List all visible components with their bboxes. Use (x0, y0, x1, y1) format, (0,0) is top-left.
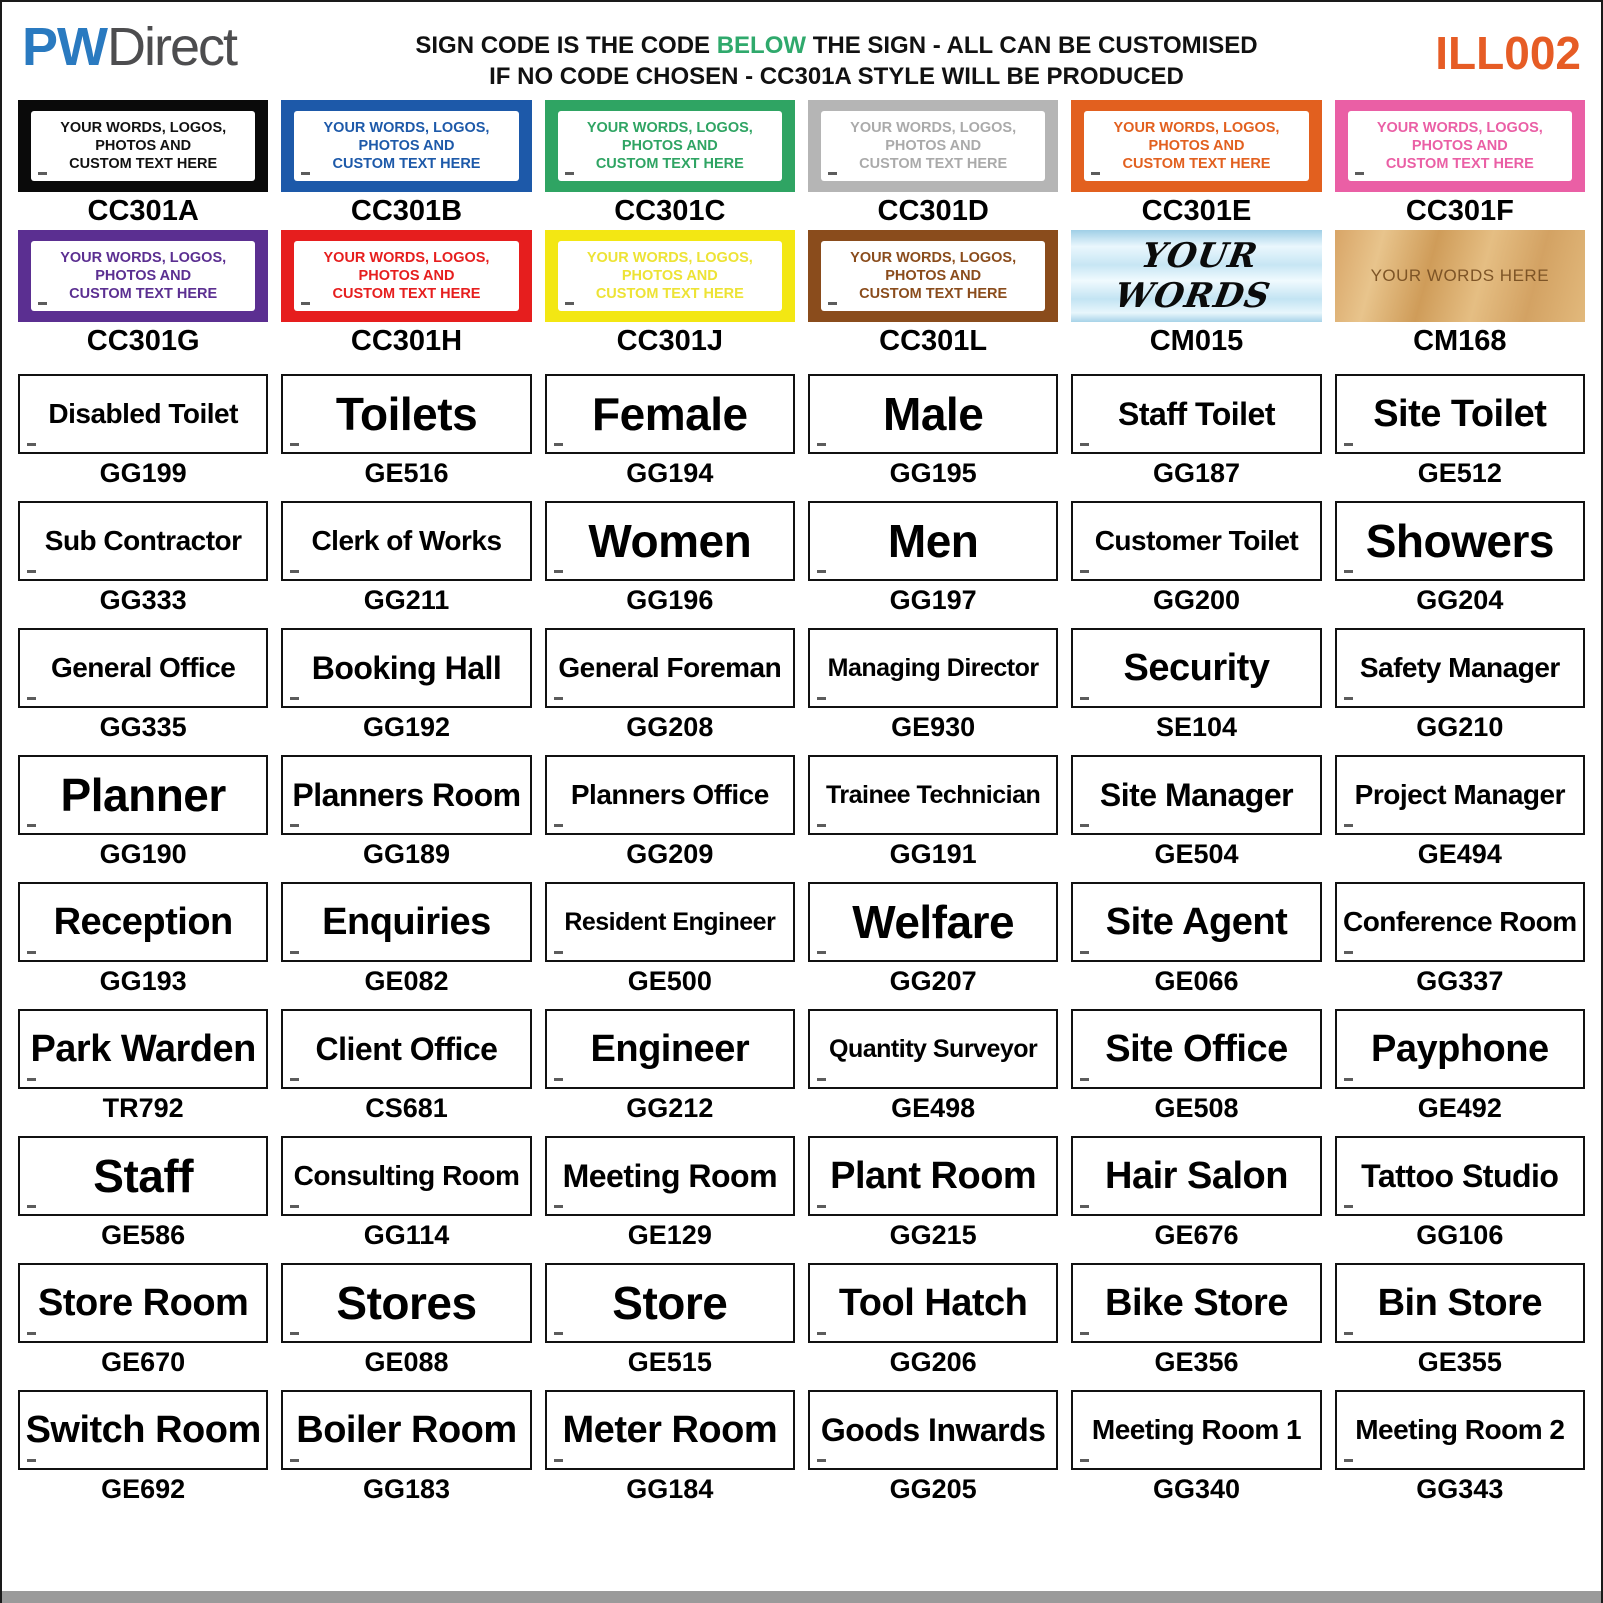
instruction-line-1 (352, 30, 1321, 61)
color-sample-code: CC301B (350, 195, 463, 227)
sign-face: Women (545, 501, 795, 581)
sign-code: GE082 (364, 966, 449, 996)
sign-face: Plant Room (808, 1136, 1058, 1216)
color-sample-sign (808, 230, 1058, 322)
sign-tile (545, 882, 795, 997)
logo-direct-text: Direct (107, 17, 237, 77)
sign-face: Engineer (545, 1009, 795, 1089)
page-header (16, 10, 1587, 96)
sign-face: Consulting Room (281, 1136, 531, 1216)
sign-face: Booking Hall (281, 628, 531, 708)
sign-tile (18, 755, 268, 870)
color-sample-sign (18, 100, 268, 192)
sign-code: GG337 (1416, 966, 1504, 996)
sign-tile (1335, 882, 1585, 997)
sign-code: CS681 (365, 1093, 448, 1123)
custom-text-panel: YOUR WORDS, LOGOS, PHOTOS AND CUSTOM TEXT HERE (821, 111, 1045, 181)
color-sample-code: CC301L (879, 325, 988, 357)
sign-code: GG200 (1152, 585, 1241, 615)
sign-code: GE676 (1154, 1220, 1239, 1250)
sign-face: Quantity Surveyor (808, 1009, 1058, 1089)
color-sample-sign (1335, 230, 1585, 322)
sign-tile (1335, 1136, 1585, 1251)
sign-code: GG209 (626, 839, 714, 869)
sign-tile (1335, 1263, 1585, 1378)
sign-tile (281, 1263, 531, 1378)
instruction-text (352, 16, 1321, 92)
sign-face: Switch Room (18, 1390, 268, 1470)
sign-face: Sub Contractor (18, 501, 268, 581)
sign-code: GG208 (626, 712, 714, 742)
sign-face: Stores (281, 1263, 531, 1343)
colour-style-samples (16, 96, 1587, 364)
sign-code: GE356 (1154, 1347, 1239, 1377)
color-sample (18, 100, 268, 228)
color-sample (281, 100, 531, 228)
sign-tile (1335, 628, 1585, 743)
sign-face: Safety Manager (1335, 628, 1585, 708)
logo-pw-text: PW (22, 17, 107, 77)
color-sample-sign (545, 100, 795, 192)
sign-face: Site Agent (1071, 882, 1321, 962)
custom-text-panel: YOUR WORDS, LOGOS, PHOTOS AND CUSTOM TEXT HERE (294, 111, 518, 181)
color-sample-code: CM168 (1413, 325, 1507, 357)
sign-code: GG210 (1416, 712, 1504, 742)
sign-tile (545, 1390, 795, 1505)
sign-code: GG190 (99, 839, 187, 869)
sign-face: Staff Toilet (1071, 374, 1321, 454)
custom-text-panel: YOUR WORDS HERE (1370, 266, 1550, 285)
sign-face: Meter Room (545, 1390, 795, 1470)
sign-face: Goods Inwards (808, 1390, 1058, 1470)
sign-code: GG114 (363, 1220, 450, 1250)
color-sample-code: CC301F (1405, 195, 1514, 227)
sign-code: GG333 (99, 585, 187, 615)
sign-code: GG211 (363, 585, 450, 615)
sign-tile (18, 1136, 268, 1251)
sign-tile (808, 1136, 1058, 1251)
color-sample-sign (1335, 100, 1585, 192)
custom-text-panel: YOUR WORDS, LOGOS, PHOTOS AND CUSTOM TEXT HERE (1348, 111, 1572, 181)
sign-code: GE508 (1154, 1093, 1239, 1123)
sign-tile (1071, 1390, 1321, 1505)
sign-tile (1071, 1263, 1321, 1378)
sign-tile (808, 1009, 1058, 1124)
sign-face: Male (808, 374, 1058, 454)
sign-tile (808, 755, 1058, 870)
color-sample-code: CC301C (614, 195, 726, 227)
sign-face: Welfare (808, 882, 1058, 962)
sign-tile (545, 1009, 795, 1124)
sign-tile (545, 374, 795, 489)
custom-text-panel: YOUR WORDS, LOGOS, PHOTOS AND CUSTOM TEXT HERE (821, 241, 1045, 311)
sign-face: Boiler Room (281, 1390, 531, 1470)
sign-tile (281, 374, 531, 489)
color-sample (808, 230, 1058, 358)
sign-face: Meeting Room (545, 1136, 795, 1216)
sign-tile (1335, 374, 1585, 489)
sign-face: Bin Store (1335, 1263, 1585, 1343)
sign-tile (281, 1009, 531, 1124)
sign-tile (18, 628, 268, 743)
sign-code: GE692 (101, 1474, 186, 1504)
sign-face: Resident Engineer (545, 882, 795, 962)
sign-face: Showers (1335, 501, 1585, 581)
sign-tile (1071, 501, 1321, 616)
sheet-code: ILL002 (1435, 27, 1581, 79)
sign-face: Store (545, 1263, 795, 1343)
sign-tile (545, 501, 795, 616)
sign-face: Security (1071, 628, 1321, 708)
sign-tile (18, 1009, 268, 1124)
sign-face: Staff (18, 1136, 268, 1216)
instruction-line1-after: THE SIGN - ALL CAN BE CUSTOMISED (806, 32, 1258, 59)
sign-code: GG184 (626, 1474, 714, 1504)
sign-tile (18, 882, 268, 997)
sign-code: GE498 (891, 1093, 976, 1123)
sign-face: Store Room (18, 1263, 268, 1343)
sign-code: GG207 (889, 966, 977, 996)
color-sample (281, 230, 531, 358)
sign-code: GG189 (362, 839, 451, 869)
color-sample (545, 230, 795, 358)
color-sample (1335, 230, 1585, 358)
sign-code: GE066 (1154, 966, 1239, 996)
sign-face: Reception (18, 882, 268, 962)
instruction-line1-before: SIGN CODE IS THE CODE (415, 32, 717, 59)
sign-code: GG335 (99, 712, 187, 742)
sign-tile (545, 1136, 795, 1251)
instruction-line-2: IF NO CODE CHOSEN - CC301A STYLE WILL BE PRODUCED (489, 63, 1184, 90)
sign-code: GG192 (362, 712, 451, 742)
sign-face: Site Office (1071, 1009, 1321, 1089)
sign-face: Meeting Room 2 (1335, 1390, 1585, 1470)
sign-face: Clerk of Works (281, 501, 531, 581)
color-sample-code: CC301J (616, 325, 724, 357)
sign-code: GG194 (626, 458, 714, 488)
sign-tile (808, 374, 1058, 489)
color-sample (545, 100, 795, 228)
sign-tile (545, 628, 795, 743)
sign-code: GG199 (99, 458, 187, 488)
color-sample-sign (808, 100, 1058, 192)
sign-code: GE586 (101, 1220, 186, 1250)
sign-code: GE515 (627, 1347, 712, 1377)
sign-code: TR792 (102, 1093, 184, 1123)
sign-tile (1071, 1136, 1321, 1251)
sign-tile (1335, 1390, 1585, 1505)
sign-tile (1071, 882, 1321, 997)
sign-face: General Office (18, 628, 268, 708)
sign-tile (545, 755, 795, 870)
custom-text-panel: YOUR WORDS, LOGOS, PHOTOS AND CUSTOM TEXT HERE (558, 111, 782, 181)
sign-tile (1071, 374, 1321, 489)
sign-tile (281, 1136, 531, 1251)
sign-code: GG183 (362, 1474, 451, 1504)
sign-code: GG215 (889, 1220, 977, 1250)
sign-grid (16, 364, 1587, 1505)
sign-face: Planners Room (281, 755, 531, 835)
sign-face: Planners Office (545, 755, 795, 835)
sign-code: GG212 (626, 1093, 714, 1123)
color-sample-sign (281, 230, 531, 322)
sign-code: GE088 (364, 1347, 449, 1377)
sign-face: Site Toilet (1335, 374, 1585, 454)
custom-text-panel: YOUR WORDS, LOGOS, PHOTOS AND CUSTOM TEXT HERE (31, 241, 255, 311)
color-sample (1335, 100, 1585, 228)
sign-tile (1071, 1009, 1321, 1124)
color-sample-sign (18, 230, 268, 322)
color-sample-code: CC301E (1141, 195, 1252, 227)
color-sample (1071, 100, 1321, 228)
sign-tile (281, 501, 531, 616)
color-sample (1071, 230, 1321, 358)
sign-face: Tattoo Studio (1335, 1136, 1585, 1216)
sign-face: Customer Toilet (1071, 501, 1321, 581)
sign-tile (808, 501, 1058, 616)
sign-tile (545, 1263, 795, 1378)
custom-text-panel: YOUR WORDS, LOGOS, PHOTOS AND CUSTOM TEXT HERE (1084, 111, 1308, 181)
sign-face: Toilets (281, 374, 531, 454)
sign-tile (281, 628, 531, 743)
sign-face: Managing Director (808, 628, 1058, 708)
sign-face: Men (808, 501, 1058, 581)
color-sample-code: CC301A (87, 195, 199, 227)
instruction-highlight-below: BELOW (716, 32, 807, 59)
sign-code: GG205 (889, 1474, 977, 1504)
custom-text-panel: YOUR WORDS, LOGOS, PHOTOS AND CUSTOM TEXT HERE (558, 241, 782, 311)
sign-code: GG106 (1416, 1220, 1504, 1250)
sign-code: GG191 (889, 839, 977, 869)
sign-code: GG206 (889, 1347, 977, 1377)
custom-text-panel: YOUR WORDS, LOGOS, PHOTOS AND CUSTOM TEXT HERE (31, 111, 255, 181)
sign-tile (1071, 755, 1321, 870)
sign-code: GE500 (627, 966, 712, 996)
sign-code: GE504 (1154, 839, 1239, 869)
sign-face: Bike Store (1071, 1263, 1321, 1343)
sign-tile (808, 1390, 1058, 1505)
sign-tile (18, 501, 268, 616)
sign-code: GG340 (1152, 1474, 1241, 1504)
sign-face: Tool Hatch (808, 1263, 1058, 1343)
color-sample-code: CC301H (350, 325, 463, 357)
sign-code: GG204 (1416, 585, 1504, 615)
pwdirect-logo (22, 16, 352, 78)
page-edge (2, 1591, 1601, 1603)
sign-face: Client Office (281, 1009, 531, 1089)
sign-tile (18, 1390, 268, 1505)
sign-tile (808, 882, 1058, 997)
sign-tile (18, 374, 268, 489)
sign-code: GG187 (1152, 458, 1241, 488)
sign-face: Planner (18, 755, 268, 835)
color-sample-code: CC301G (86, 325, 200, 357)
sign-face: Trainee Technician (808, 755, 1058, 835)
sign-face: Site Manager (1071, 755, 1321, 835)
sign-tile (281, 1390, 531, 1505)
sign-code: GE516 (364, 458, 449, 488)
custom-text-panel: YOUR WORDS (1111, 236, 1275, 316)
sign-tile (1335, 501, 1585, 616)
sign-face: Enquiries (281, 882, 531, 962)
color-sample-sign (1071, 230, 1321, 322)
sign-face: Hair Salon (1071, 1136, 1321, 1216)
sign-tile (1071, 628, 1321, 743)
sign-code: GE492 (1417, 1093, 1502, 1123)
sign-face: Park Warden (18, 1009, 268, 1089)
sign-code: GE494 (1417, 839, 1502, 869)
sign-code: GG196 (626, 585, 714, 615)
sign-code: GE355 (1417, 1347, 1502, 1377)
sign-tile (808, 1263, 1058, 1378)
sign-tile (281, 755, 531, 870)
color-sample-code: CC301D (877, 195, 989, 227)
custom-text-panel: YOUR WORDS, LOGOS, PHOTOS AND CUSTOM TEXT HERE (294, 241, 518, 311)
color-sample-sign (281, 100, 531, 192)
color-sample (808, 100, 1058, 228)
sign-code: GG343 (1416, 1474, 1504, 1504)
sign-face: Payphone (1335, 1009, 1585, 1089)
sign-tile (18, 1263, 268, 1378)
sign-code: GE129 (627, 1220, 712, 1250)
sign-tile (1335, 1009, 1585, 1124)
sign-code: GE930 (891, 712, 976, 742)
sign-face: Conference Room (1335, 882, 1585, 962)
color-sample (18, 230, 268, 358)
sign-tile (281, 882, 531, 997)
color-sample-sign (545, 230, 795, 322)
sign-code: SE104 (1155, 712, 1238, 742)
color-sample-sign (1071, 100, 1321, 192)
sign-face: Project Manager (1335, 755, 1585, 835)
sign-code: GG195 (889, 458, 977, 488)
sign-tile (1335, 755, 1585, 870)
sign-code: GG197 (889, 585, 977, 615)
sign-code: GE670 (101, 1347, 186, 1377)
sign-face: General Foreman (545, 628, 795, 708)
sign-tile (808, 628, 1058, 743)
sign-code: GE512 (1417, 458, 1502, 488)
sign-face: Disabled Toilet (18, 374, 268, 454)
sign-face: Female (545, 374, 795, 454)
sign-code: GG193 (99, 966, 187, 996)
sign-face: Meeting Room 1 (1071, 1390, 1321, 1470)
color-sample-code: CM015 (1149, 325, 1244, 357)
